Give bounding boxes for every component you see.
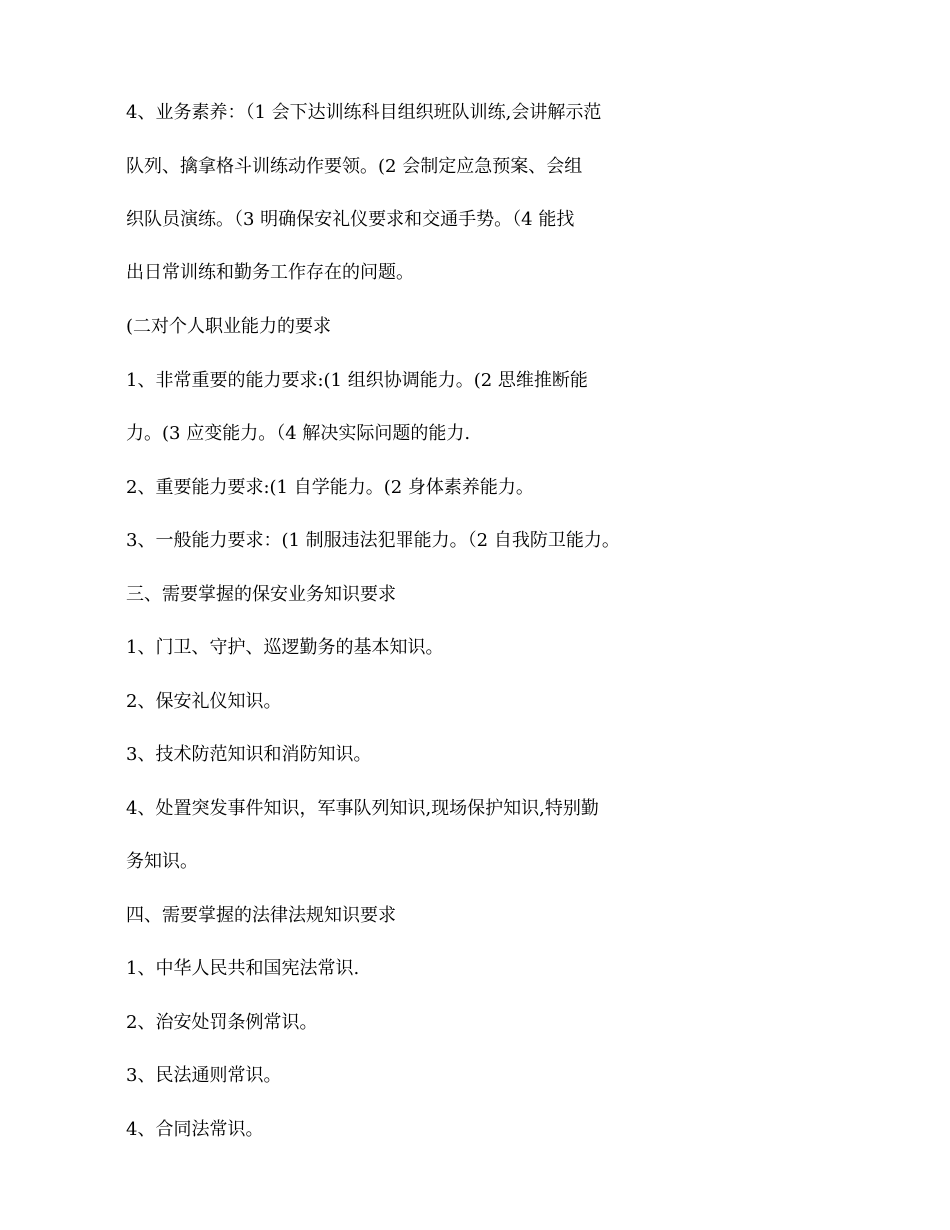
text-line-4: 出日常训练和勤务工作存在的问题。: [126, 262, 414, 283]
section-heading-4: 四、需要掌握的法律法规知识要求: [126, 905, 396, 926]
section-heading-3: 三、需要掌握的保安业务知识要求: [126, 584, 396, 605]
text-line-11: 1、门卫、守护、巡逻勤务的基本知识。: [126, 637, 444, 658]
text-line-9: 3、一般能力要求：(1 制服违法犯罪能力。（2 自我防卫能力。: [126, 530, 620, 551]
text-line-18: 2、治安处罚条例常识。: [126, 1012, 318, 1033]
text-line-20: 4、合同法常识。: [126, 1119, 264, 1140]
text-line-15: 务知识。: [126, 851, 198, 872]
text-line-14: 4、处置突发事件知识，军事队列知识,现场保护知识,特别勤: [126, 798, 599, 819]
text-line-6: 1、非常重要的能力要求:(1 组织协调能力。(2 思维推断能: [126, 370, 588, 391]
text-line-7: 力。(3 应变能力。（4 解决实际问题的能力.: [126, 423, 471, 444]
text-line-17: 1、中华人民共和国宪法常识.: [126, 958, 360, 979]
text-line-12: 2、保安礼仪知识。: [126, 691, 282, 712]
text-line-13: 3、技术防范知识和消防知识。: [126, 744, 372, 765]
text-line-19: 3、民法通则常识。: [126, 1065, 282, 1086]
text-line-8: 2、重要能力要求:(1 自学能力。(2 身体素养能力。: [126, 477, 534, 498]
text-line-2: 队列、擒拿格斗训练动作要领。(2 会制定应急预案、会组: [126, 156, 583, 177]
section-heading-2: (二对个人职业能力的要求: [126, 316, 332, 337]
text-line-3: 织队员演练。（3 明确保安礼仪要求和交通手势。（4 能找: [126, 209, 575, 230]
text-line-1: 4、业务素养：（1 会下达训练科目组织班队训练,会讲解示范: [126, 102, 602, 123]
